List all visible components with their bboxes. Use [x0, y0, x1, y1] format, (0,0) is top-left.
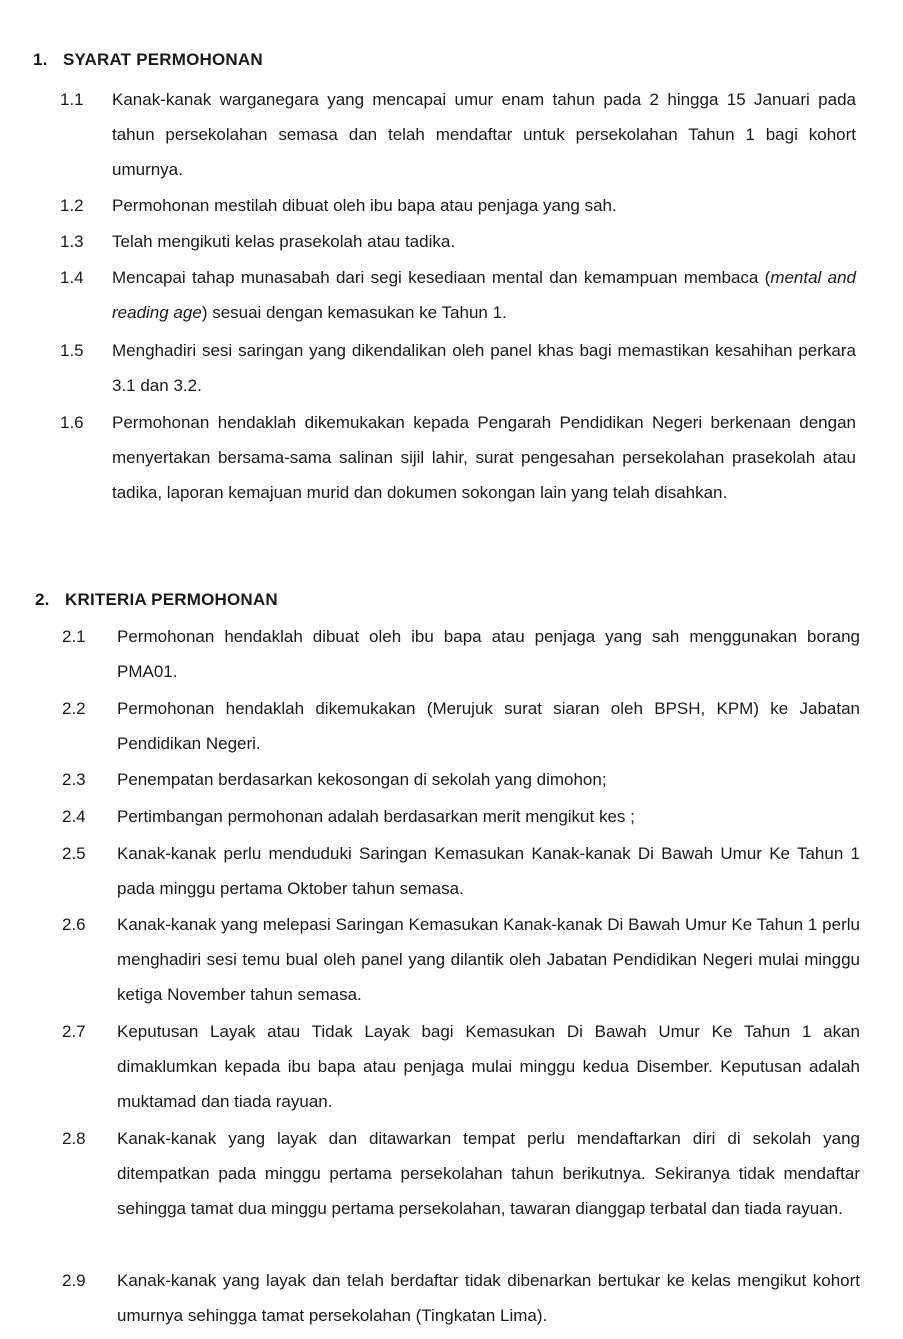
item-text: Permohonan mestilah dibuat oleh ibu bapa atau penjaga yang sah.: [112, 196, 617, 215]
item-text: Keputusan Layak atau Tidak Layak bagi Kemasukan Di Bawah Umur Ke Tahun 1 akan dimaklumkan kepada ibu bapa atau penjaga mulai minggu kedua Disember. Keputusan adalah muktamad dan tiada rayuan.: [117, 1022, 860, 1111]
item-number: 2.6: [62, 915, 86, 934]
item-text: Penempatan berdasarkan kekosongan di sekolah yang dimohon;: [117, 770, 607, 789]
item-text: Kanak-kanak yang melepasi Saringan Kemasukan Kanak-kanak Di Bawah Umur Ke Tahun 1 perlu menghadiri sesi temu bual oleh panel yang dilantik oleh Jabatan Pendidikan Negeri mulai minggu ketiga November tahun semasa.: [117, 915, 860, 1004]
item-text: Permohonan hendaklah dibuat oleh ibu bapa atau penjaga yang sah menggunakan borang PMA01.: [117, 627, 860, 681]
item-text: Kanak-kanak warganegara yang mencapai umur enam tahun pada 2 hingga 15 Januari pada tahun persekolahan semasa dan telah mendaftar untuk persekolahan Tahun 1 bagi kohort umurnya.: [112, 90, 856, 179]
section-1-number: 1.: [33, 50, 48, 69]
section-1-heading: [33, 50, 263, 70]
item-number: 2.9: [62, 1271, 86, 1290]
item-number: 2.8: [62, 1129, 86, 1148]
item-text: Telah mengikuti kelas prasekolah atau tadika.: [112, 232, 456, 251]
section-2-heading: [35, 590, 278, 610]
item-number: 1.2: [60, 196, 84, 215]
item-text: Kanak-kanak perlu menduduki Saringan Kemasukan Kanak-kanak Di Bawah Umur Ke Tahun 1 pada minggu pertama Oktober tahun semasa.: [117, 844, 860, 898]
item-text: Mencapai tahap munasabah dari segi kesediaan mental dan kemampuan membaca (mental and reading age) sesuai dengan kemasukan ke Tahun 1.: [112, 268, 856, 322]
item-number: 2.3: [62, 770, 86, 789]
item-text: Permohonan hendaklah dikemukakan (Merujuk surat siaran oleh BPSH, KPM) ke Jabatan Pendidikan Negeri.: [117, 699, 860, 753]
item-text: Kanak-kanak yang layak dan ditawarkan tempat perlu mendaftarkan diri di sekolah yang ditempatkan pada minggu pertama persekolahan tahun berikutnya. Sekiranya tidak mendaftar sehingga tamat dua minggu pertama persekolahan, tawaran dianggap terbatal dan tiada rayuan.: [117, 1129, 860, 1218]
item-text: Menghadiri sesi saringan yang dikendalikan oleh panel khas bagi memastikan kesahihan perkara 3.1 dan 3.2.: [112, 341, 856, 395]
section-2-number: 2.: [35, 590, 50, 609]
item-number: 2.4: [62, 807, 86, 826]
section-2-title: KRITERIA PERMOHONAN: [65, 590, 278, 609]
item-number: 1.5: [60, 341, 84, 360]
item-number: 1.3: [60, 232, 84, 251]
item-number: 1.6: [60, 413, 84, 432]
item-number: 2.5: [62, 844, 86, 863]
item-number: 2.7: [62, 1022, 86, 1041]
item-number: 1.4: [60, 268, 84, 287]
item-text: Permohonan hendaklah dikemukakan kepada Pengarah Pendidikan Negeri berkenaan dengan menyertakan bersama-sama salinan sijil lahir, surat pengesahan persekolahan prasekolah atau tadika, laporan kemajuan murid dan dokumen sokongan lain yang telah disahkan.: [112, 413, 856, 502]
item-number: 2.1: [62, 627, 86, 646]
item-number: 1.1: [60, 90, 84, 109]
item-number: 2.2: [62, 699, 86, 718]
section-1-title: SYARAT PERMOHONAN: [63, 50, 263, 69]
item-text: Pertimbangan permohonan adalah berdasarkan merit mengikut kes ;: [117, 807, 635, 826]
item-text: Kanak-kanak yang layak dan telah berdaftar tidak dibenarkan bertukar ke kelas mengikut kohort umurnya sehingga tamat persekolahan (Tingkatan Lima).: [117, 1271, 860, 1325]
